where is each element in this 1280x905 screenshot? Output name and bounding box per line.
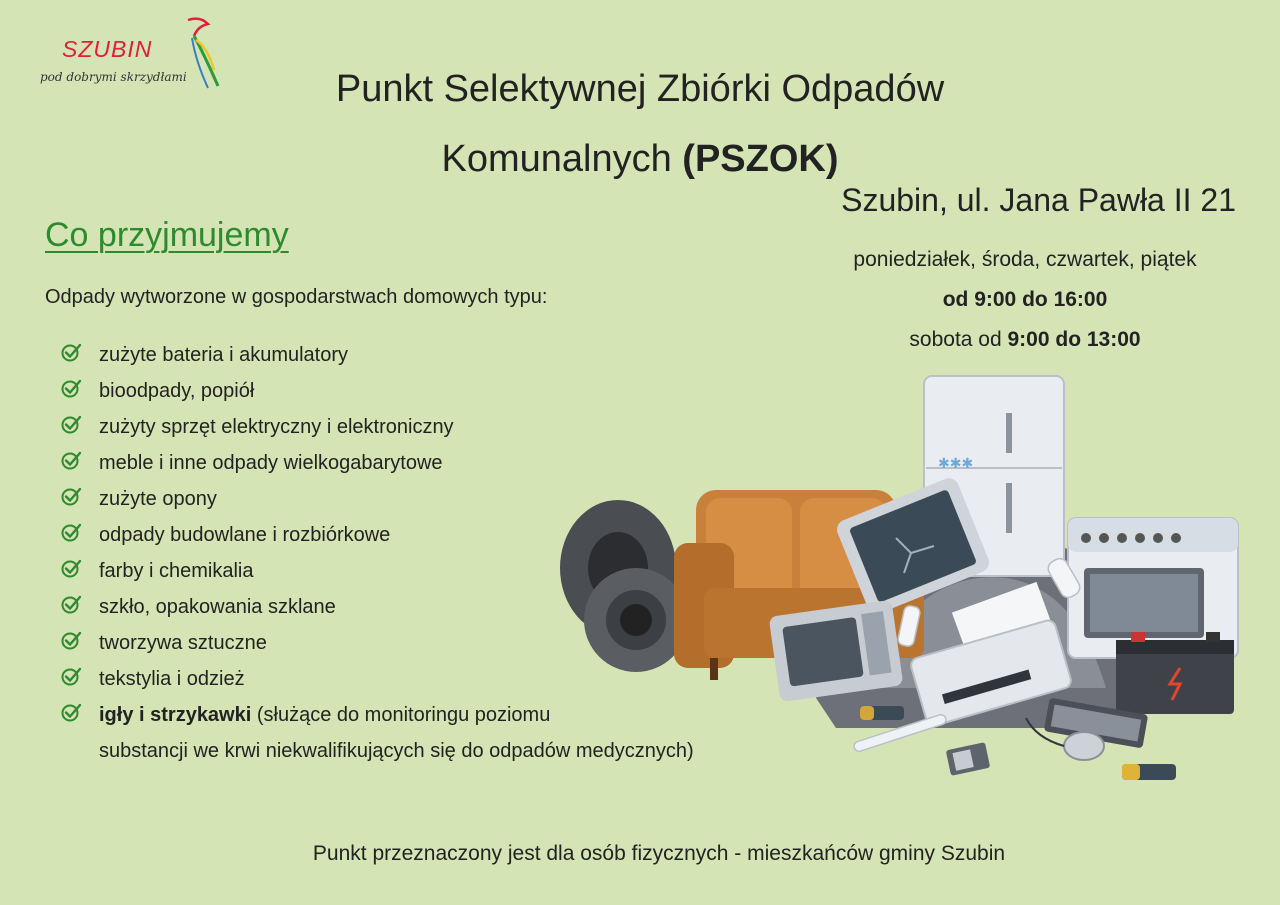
check-circle-icon <box>60 485 82 507</box>
section-title: Co przyjmujemy <box>45 216 289 254</box>
footer-note: Punkt przeznaczony jest dla osób fizycznych - mieszkańców gminy Szubin <box>312 842 1006 865</box>
check-circle-icon <box>60 377 82 399</box>
list-item-label: farby i chemikalia <box>99 560 254 582</box>
list-item-label: zużyty sprzęt elektryczny i elektroniczny <box>99 416 454 438</box>
list-item-label: zużyte bateria i akumulatory <box>99 344 349 366</box>
check-circle-icon <box>60 521 82 543</box>
title-acronym: (PSZOK) <box>682 138 839 180</box>
address: Szubin, ul. Jana Pawła II 21 <box>841 182 1236 218</box>
list-item-label: bioodpady, popiół <box>99 380 255 402</box>
saturday-hours-line <box>800 320 1250 360</box>
weekday-hours: od 9:00 do 16:00 <box>942 288 1108 311</box>
check-circle-icon <box>60 665 82 687</box>
list-item-label: meble i inne odpady wielkogabarytowe <box>99 452 443 474</box>
battery-icon <box>1116 632 1234 714</box>
saturday-hours: 9:00 do 13:00 <box>1007 328 1141 351</box>
logo-name: SZUBIN <box>62 36 153 62</box>
check-circle-icon <box>60 341 82 363</box>
list-item-line-1 <box>99 704 550 726</box>
saturday-label: sobota od <box>909 328 1008 351</box>
title-line-1: Punkt Selektywnej Zbiórki Odpadów <box>335 68 945 110</box>
logo-tagline: pod dobrymi skrzydłami <box>40 70 187 84</box>
tire-icon <box>560 500 688 672</box>
list-item-label: zużyte opony <box>99 488 217 510</box>
list-item-label: tekstylia i odzież <box>99 668 245 690</box>
check-circle-icon <box>60 629 82 651</box>
phone-icon <box>946 742 991 776</box>
check-circle-icon <box>60 701 82 723</box>
title-line-2-text: Komunalnych <box>441 138 683 180</box>
microwave-icon <box>769 600 904 702</box>
list-item-line-2: substancji we krwi niekwalifikujących się do odpadów medycznych) <box>99 740 694 762</box>
opening-hours <box>800 240 1250 360</box>
intro-text: Odpady wytworzone w gospodarstwach domowych typu: <box>45 286 548 308</box>
check-circle-icon <box>60 449 82 471</box>
list-item-rest: (służące do monitoringu poziomu <box>251 704 551 726</box>
list-item-label: szkło, opakowania szklane <box>99 596 336 618</box>
opening-days: poniedziałek, środa, czwartek, piątek <box>853 248 1197 271</box>
list-item-label: odpady budowlane i rozbiórkowe <box>99 524 391 546</box>
check-circle-icon <box>60 413 82 435</box>
svg-text:✱✱✱: ✱✱✱ <box>938 456 974 472</box>
check-circle-icon <box>60 593 82 615</box>
page-title <box>0 54 1280 194</box>
check-circle-icon <box>60 557 82 579</box>
list-item-label: tworzywa sztuczne <box>99 632 267 654</box>
waste-pile-illustration <box>556 368 1246 798</box>
list-item-bold: igły i strzykawki <box>99 704 252 726</box>
